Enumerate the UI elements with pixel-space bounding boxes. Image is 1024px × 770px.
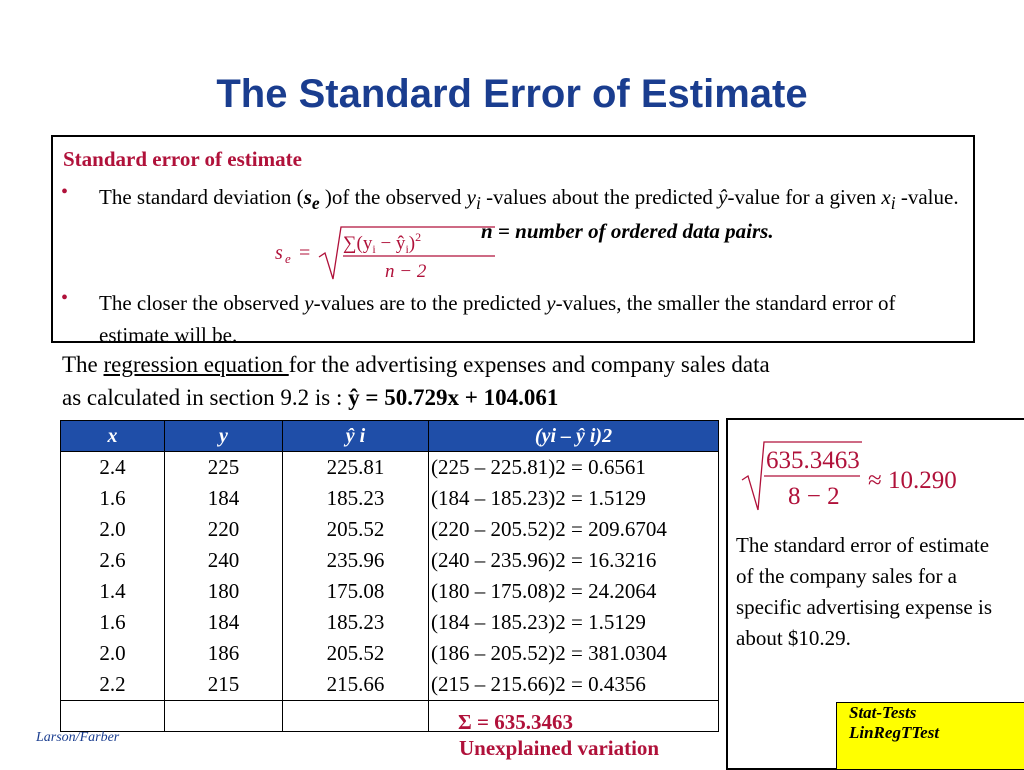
calculation-explanation: The standard error of estimate of the company sales for a specific advertising expense is about $10.29. — [736, 533, 992, 650]
cell-y-hat: 185.23 — [283, 483, 429, 514]
table-row — [61, 514, 719, 545]
unexplained-variation-label: Unexplained variation — [459, 736, 660, 760]
cell-y-hat: 225.81 — [283, 452, 429, 484]
cell-y: 184 — [165, 607, 283, 638]
cell-squared-residual: (240 – 235.96)2 = 16.3216 — [429, 545, 719, 576]
table-header-row — [61, 421, 719, 452]
svg-text:∑(yi − ŷi)2: $\sum(y_i$ − $ŷ_i)^2$ — [343, 230, 422, 256]
cell-x: 1.6 — [61, 607, 165, 638]
sum-row-cell — [61, 701, 165, 732]
table-row — [61, 545, 719, 576]
definition-bullet-1: The standard deviation ($s_e$ )of the observed $y_i$ -values about the predicted ŷ-value for a given $x_i$ -value. — [99, 185, 959, 214]
author-credit: Larson/Farber — [36, 730, 120, 745]
cell-x: 2.4 — [61, 452, 165, 484]
sum-of-squares: Σ = 635.3463 — [458, 710, 573, 734]
cell-y-hat: 215.66 — [283, 669, 429, 701]
cell-y: 225 — [165, 452, 283, 484]
cell-y-hat: 175.08 — [283, 576, 429, 607]
page-title: The Standard Error of Estimate — [216, 72, 808, 116]
cell-y: 180 — [165, 576, 283, 607]
sum-row-cell — [165, 701, 283, 732]
regression-equation-link[interactable]: regression equation — [103, 352, 289, 377]
table-row — [61, 638, 719, 669]
cell-x: 2.0 — [61, 638, 165, 669]
cell-squared-residual: (215 – 215.66)2 = 0.4356 — [429, 669, 719, 701]
cell-y-hat: 235.96 — [283, 545, 429, 576]
table-row — [61, 452, 719, 484]
stat-tests-note — [836, 702, 1024, 770]
svg-text:s: s — [275, 242, 283, 264]
header-y: y — [165, 421, 283, 452]
svg-text:≈: ≈ — [868, 467, 882, 494]
definition-heading: Standard error of estimate — [63, 147, 302, 171]
cell-x: 1.4 — [61, 576, 165, 607]
header-y-hat: ŷ i — [283, 421, 429, 452]
calculation-formula — [740, 440, 1000, 520]
cell-y: 220 — [165, 514, 283, 545]
table-row — [61, 576, 719, 607]
cell-y: 215 — [165, 669, 283, 701]
svg-text:635.3463: 635.3463 — [766, 447, 860, 474]
svg-text:8 − 2: 8 − 2 — [788, 483, 840, 510]
cell-squared-residual: (220 – 205.52)2 = 209.6704 — [429, 514, 719, 545]
cell-squared-residual: (186 – 205.52)2 = 381.0304 — [429, 638, 719, 669]
sum-row-cell — [283, 701, 429, 732]
svg-text:n − 2: n − 2 — [385, 261, 427, 282]
stat-tests-line-2: LinRegTTest — [849, 723, 940, 742]
svg-text:=: = — [299, 242, 311, 264]
svg-text:e: e — [285, 251, 291, 266]
n-definition-note: n = number of ordered data pairs. — [481, 219, 774, 243]
regression-intro-line-1: The regression equation for the advertising expenses and company sales data — [62, 352, 770, 377]
cell-squared-residual: (184 – 185.23)2 = 1.5129 — [429, 607, 719, 638]
svg-text:10.290: 10.290 — [888, 467, 957, 494]
residuals-table — [60, 420, 719, 732]
table-row — [61, 669, 719, 701]
cell-x: 2.6 — [61, 545, 165, 576]
cell-squared-residual: (184 – 185.23)2 = 1.5129 — [429, 483, 719, 514]
regression-intro-line-2: as calculated in section 9.2 is : ŷ = 50.729x + 104.061 — [62, 385, 559, 410]
cell-y: 240 — [165, 545, 283, 576]
table-sum-row — [61, 701, 719, 732]
standard-error-formula — [275, 223, 515, 283]
cell-squared-residual: (225 – 225.81)2 = 0.6561 — [429, 452, 719, 484]
header-squared-residual: (yi – ŷ i)2 — [429, 421, 719, 452]
bullet-marker: • — [61, 287, 69, 309]
cell-y-hat: 185.23 — [283, 607, 429, 638]
cell-x: 1.6 — [61, 483, 165, 514]
cell-y-hat: 205.52 — [283, 514, 429, 545]
definition-bullet-2: The closer the observed y-values are to the predicted y-values, the smaller the standard error of estimate will be. — [99, 291, 896, 347]
cell-y: 184 — [165, 483, 283, 514]
cell-y: 186 — [165, 638, 283, 669]
regression-equation: ŷ = 50.729x + 104.061 — [348, 385, 559, 410]
cell-squared-residual: (180 – 175.08)2 = 24.2064 — [429, 576, 719, 607]
cell-x: 2.0 — [61, 514, 165, 545]
table-row — [61, 483, 719, 514]
stat-tests-line-1: Stat-Tests — [849, 703, 917, 722]
cell-x: 2.2 — [61, 669, 165, 701]
cell-y-hat: 205.52 — [283, 638, 429, 669]
bullet-marker: • — [61, 181, 69, 203]
header-x: x — [61, 421, 165, 452]
table-row — [61, 607, 719, 638]
definition-box — [51, 135, 975, 347]
